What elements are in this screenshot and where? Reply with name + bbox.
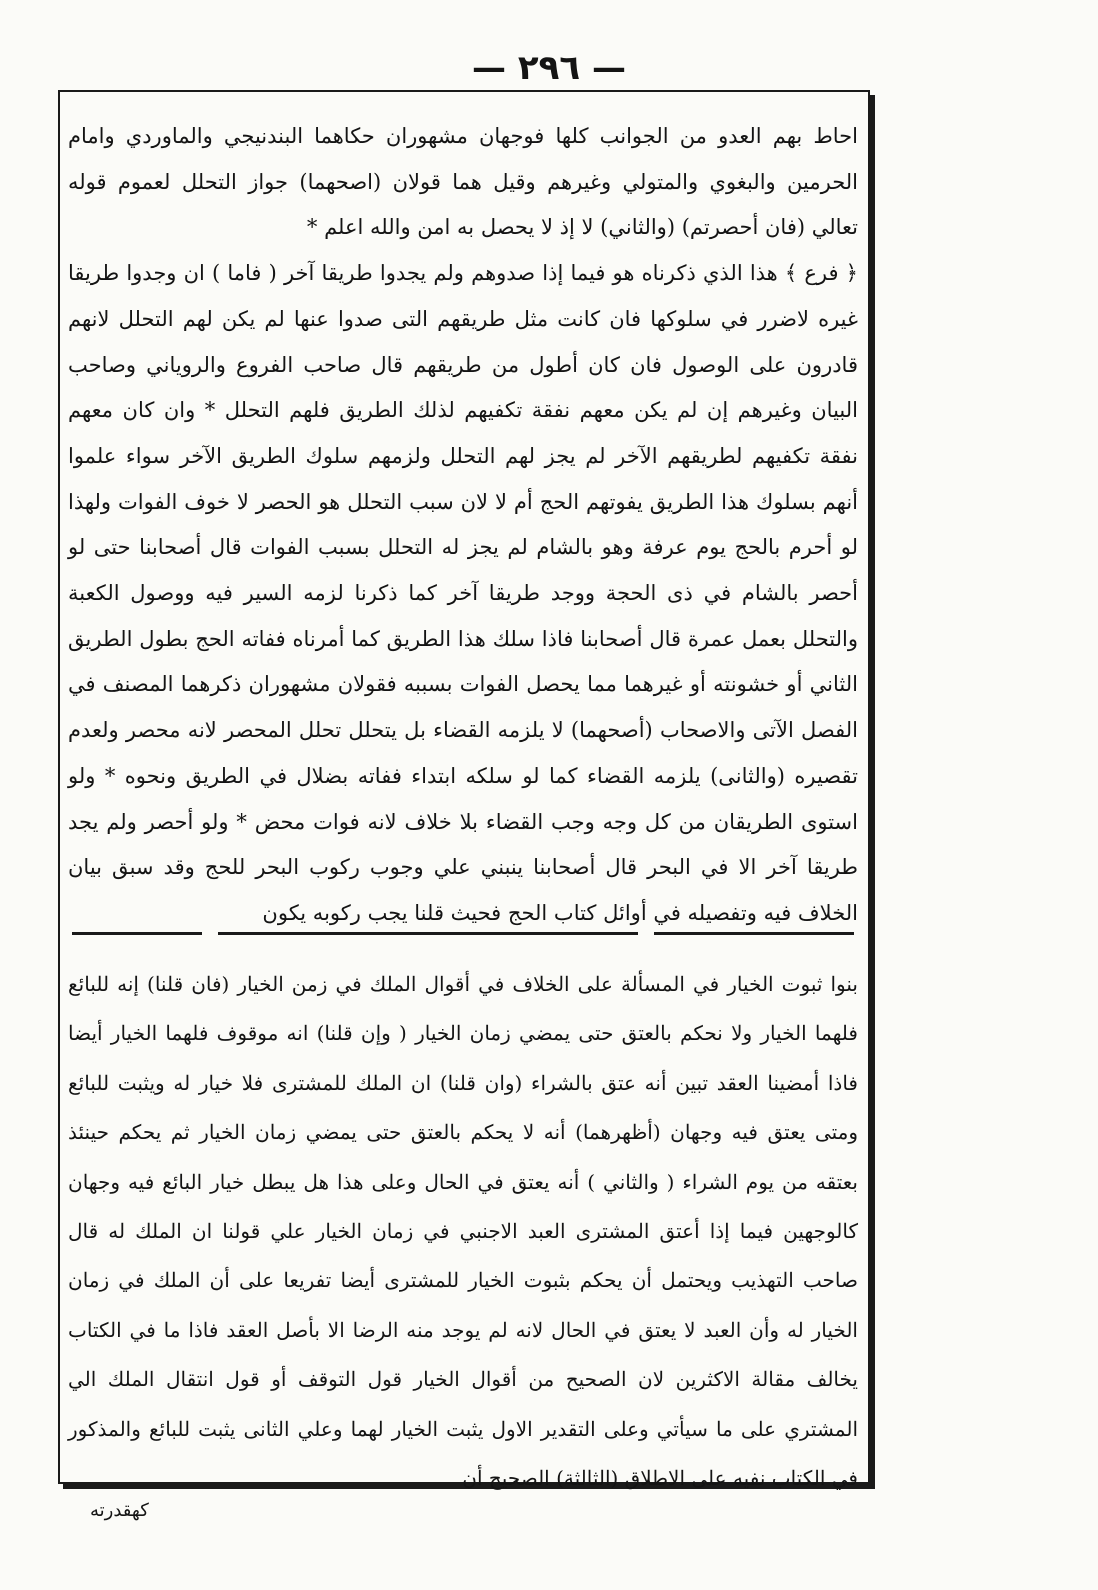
catchword: كهقدرته <box>90 1500 149 1521</box>
footnote-divider <box>654 932 854 935</box>
footnote-divider <box>218 932 638 935</box>
footnote-text <box>68 960 858 1503</box>
main-text <box>68 114 858 937</box>
page-number: — ٢٩٦ — <box>472 48 626 88</box>
main-paragraph: احاط بهم العدو من الجوانب كلها فوجهان مشهوران حكاهما البندنيجي والماوردي وامام الحرمين والبغوي والمتولي وغيرهم وقيل هما قولان (اصحهما) جواز التحلل لعموم قوله تعالي (فان أحصرتم) (والثاني) لا إذ لا يحصل به امن والله اعلم * <box>68 124 858 240</box>
footnote-divider <box>72 932 202 935</box>
main-paragraph: ﴿ فرع ﴾ هذا الذي ذكرناه هو فيما إذا صدوهم ولم يجدوا طريقا آخر ( فاما ) ان وجدوا طريقا غيره لاضرر في سلوكها فان كانت مثل طريقهم التى صدوا عنها لم يكن لهم التحلل لانهم قادرون على الوصول فان كان أطول من طريقهم قال صاحب الفروع والروياني وصاحب البيان وغيرهم إن لم يكن معهم نفقة تكفيهم لذلك الطريق فلهم التحلل * وان كان معهم نفقة تكفيهم لطريقهم الآخر لم يجز لهم التحلل ولزمهم سلوك الطريق الآخر سواء علموا أنهم بسلوك هذا الطريق يفوتهم الحج أم لا لان سبب التحلل هو الحصر لا خوف الفوات ولهذا لو أحرم بالحج يوم عرفة وهو بالشام لم يجز له التحلل بسبب الفوات قال أصحابنا حتى لو أحصر بالشام في ذى الحجة ووجد طريقا آخر كما ذكرنا لزمه السير فيه ووصول الكعبة والتحلل بعمل عمرة قال أصحابنا فاذا سلك هذا الطريق كما أمرناه ففاته الحج بطول الطريق الثاني أو خشونته أو غيرهما مما يحصل الفوات بسببه فقولان مشهوران ذكرهما المصنف في الفصل الآتى والاصحاب (أصحهما) لا يلزمه القضاء بل يتحلل تحلل المحصر لانه محصر ولعدم تقصيره (والثانى) يلزمه القضاء كما لو سلكه ابتداء ففاته بضلال في الطريق ونحوه * ولو استوى الطريقان من كل وجه وجب القضاء بلا خلاف لانه فوات محض * ولو أحصر ولم يجد طريقا آخر الا في البحر قال أصحابنا ينبني علي وجوب ركوب البحر للحج وقد سبق بيان الخلاف فيه وتفصيله في أوائل كتاب الحج فحيث قلنا يجب ركوبه يكون <box>68 261 858 925</box>
footnote-paragraph: بنوا ثبوت الخيار في المسألة على الخلاف في أقوال الملك في زمن الخيار (فان قلنا) إنه للبائع فلهما الخيار ولا نحكم بالعتق حتى يمضي زمان الخيار ( وإن قلنا) انه موقوف فلهما الخيار أيضا فاذا أمضينا العقد تبين أنه عتق بالشراء (وان قلنا) ان الملك للمشترى فلا خيار له ويثبت للبائع ومتى يعتق فيه وجهان (أظهرهما) أنه لا يحكم بالعتق حتى يمضي زمان الخيار ثم يحكم حينئذ بعتقه من يوم الشراء ( والثاني ) أنه يعتق في الحال وعلى هذا هل يبطل خيار البائع فيه وجهان كالوجهين فيما إذا أعتق المشترى العبد الاجنبي في زمان الخيار علي قولنا ان الملك له قال صاحب التهذيب ويحتمل أن يحكم بثبوت الخيار للمشترى أيضا تفريعا على أن الملك في زمان الخيار له وأن العبد لا يعتق في الحال لانه لم يوجد منه الرضا الا بأصل العقد فاذا ما في الكتاب يخالف مقالة الاكثرين لان الصحيح من أقوال الخيار قول التوقف أو قول انتقال الملك الي المشتري على ما سيأتي وعلى التقدير الاول يثبت الخيار لهما وعلي الثانى يثبت للبائع والمذكور في الكتاب نفيه على الاطلاق (الثالثة) الصحيح أن <box>68 972 858 1491</box>
